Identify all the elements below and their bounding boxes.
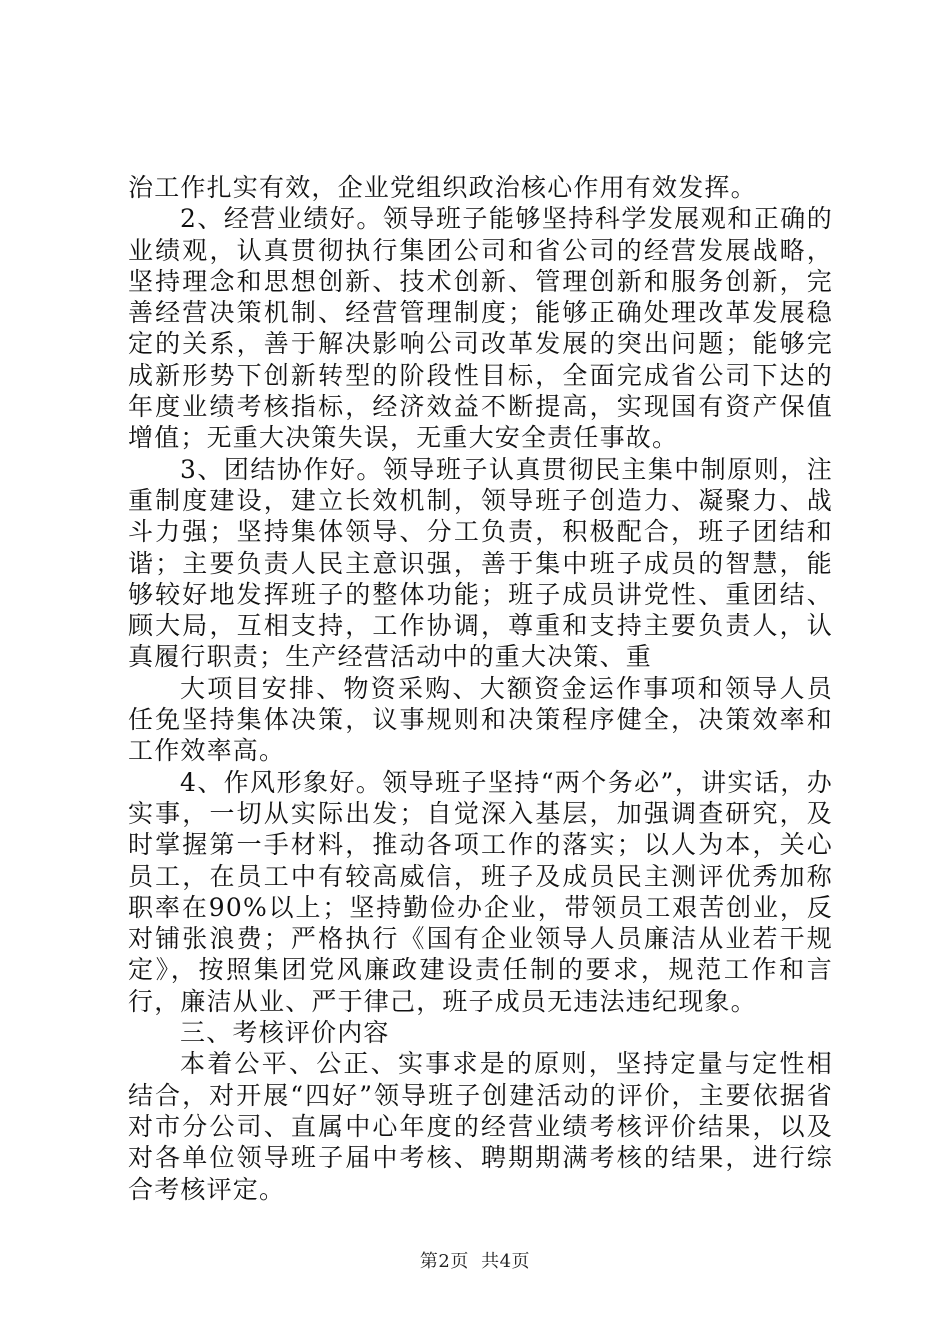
paragraph-continuation: 治工作扎实有效，企业党组织政治核心作用有效发挥。	[128, 173, 757, 202]
paragraph-business-performance: 2、经营业绩好。领导班子能够坚持科学发展观和正确的业绩观，认真贯彻执行集团公司和省公司的经营发展战略，坚持理念和思想创新、技术创新、管理创新和服务创新，完善经营决策机制、经营管理制度；能够正确处理改革发展稳定的关系，善于解决影响公司改革发展的突出问题；能够完成新形势下创新转型的阶段性目标，全面完成省公司下达的年度业绩考核指标，经济效益不断提高，实现国有资产保值增值；无重大决策失误，无重大安全责任事故。	[128, 204, 833, 453]
paragraph-evaluation-content: 本着公平、公正、实事求是的原则，坚持定量与定性相结合，对开展“四好”领导班子创建活动的评价，主要依据省对市分公司、直属中心年度的经营业绩考核评价结果，以及对各单位领导班子届中考核、聘期期满考核的结果，进行综合考核评定。	[128, 1049, 833, 1204]
paragraph-work-style: 4、作风形象好。领导班子坚持“两个务必”，讲实话，办实事，一切从实际出发；自觉深入基层，加强调查研究，及时掌握第一手材料，推动各项工作的落实；以人为本，关心员工，在员工中有较高威信，班子及成员民主测评优秀加称职率在90%以上；坚持勤俭办企业，带领员工艰苦创业，反对铺张浪费；严格执行《国有企业领导人员廉洁从业若干规定》，按照集团党风廉政建设责任制的要求，规范工作和言行，廉洁从业、严于律己，班子成员无违法违纪现象。	[128, 767, 833, 1016]
section-heading-evaluation: 三、考核评价内容	[180, 1018, 390, 1048]
document-body	[128, 172, 833, 1205]
page-footer	[0, 1247, 950, 1273]
page-total: 共4页	[481, 1251, 531, 1272]
paragraph-teamwork: 3、团结协作好。领导班子认真贯彻民主集中制原则，注重制度建设，建立长效机制，领导班子创造力、凝聚力、战斗力强；坚持集体领导、分工负责，积极配合，班子团结和谐；主要负责人民主意识强，善于集中班子成员的智慧，能够较好地发挥班子的整体功能；班子成员讲党性、重团结、顾大局，互相支持，工作协调，尊重和支持主要负责人，认真履行职责；生产经营活动中的重大决策、重	[128, 454, 833, 672]
page-number: 第2页	[419, 1251, 469, 1272]
paragraph-collective-decision: 大项目安排、物资采购、大额资金运作事项和领导人员任免坚持集体决策，议事规则和决策程序健全，决策效率和工作效率高。	[128, 673, 833, 766]
